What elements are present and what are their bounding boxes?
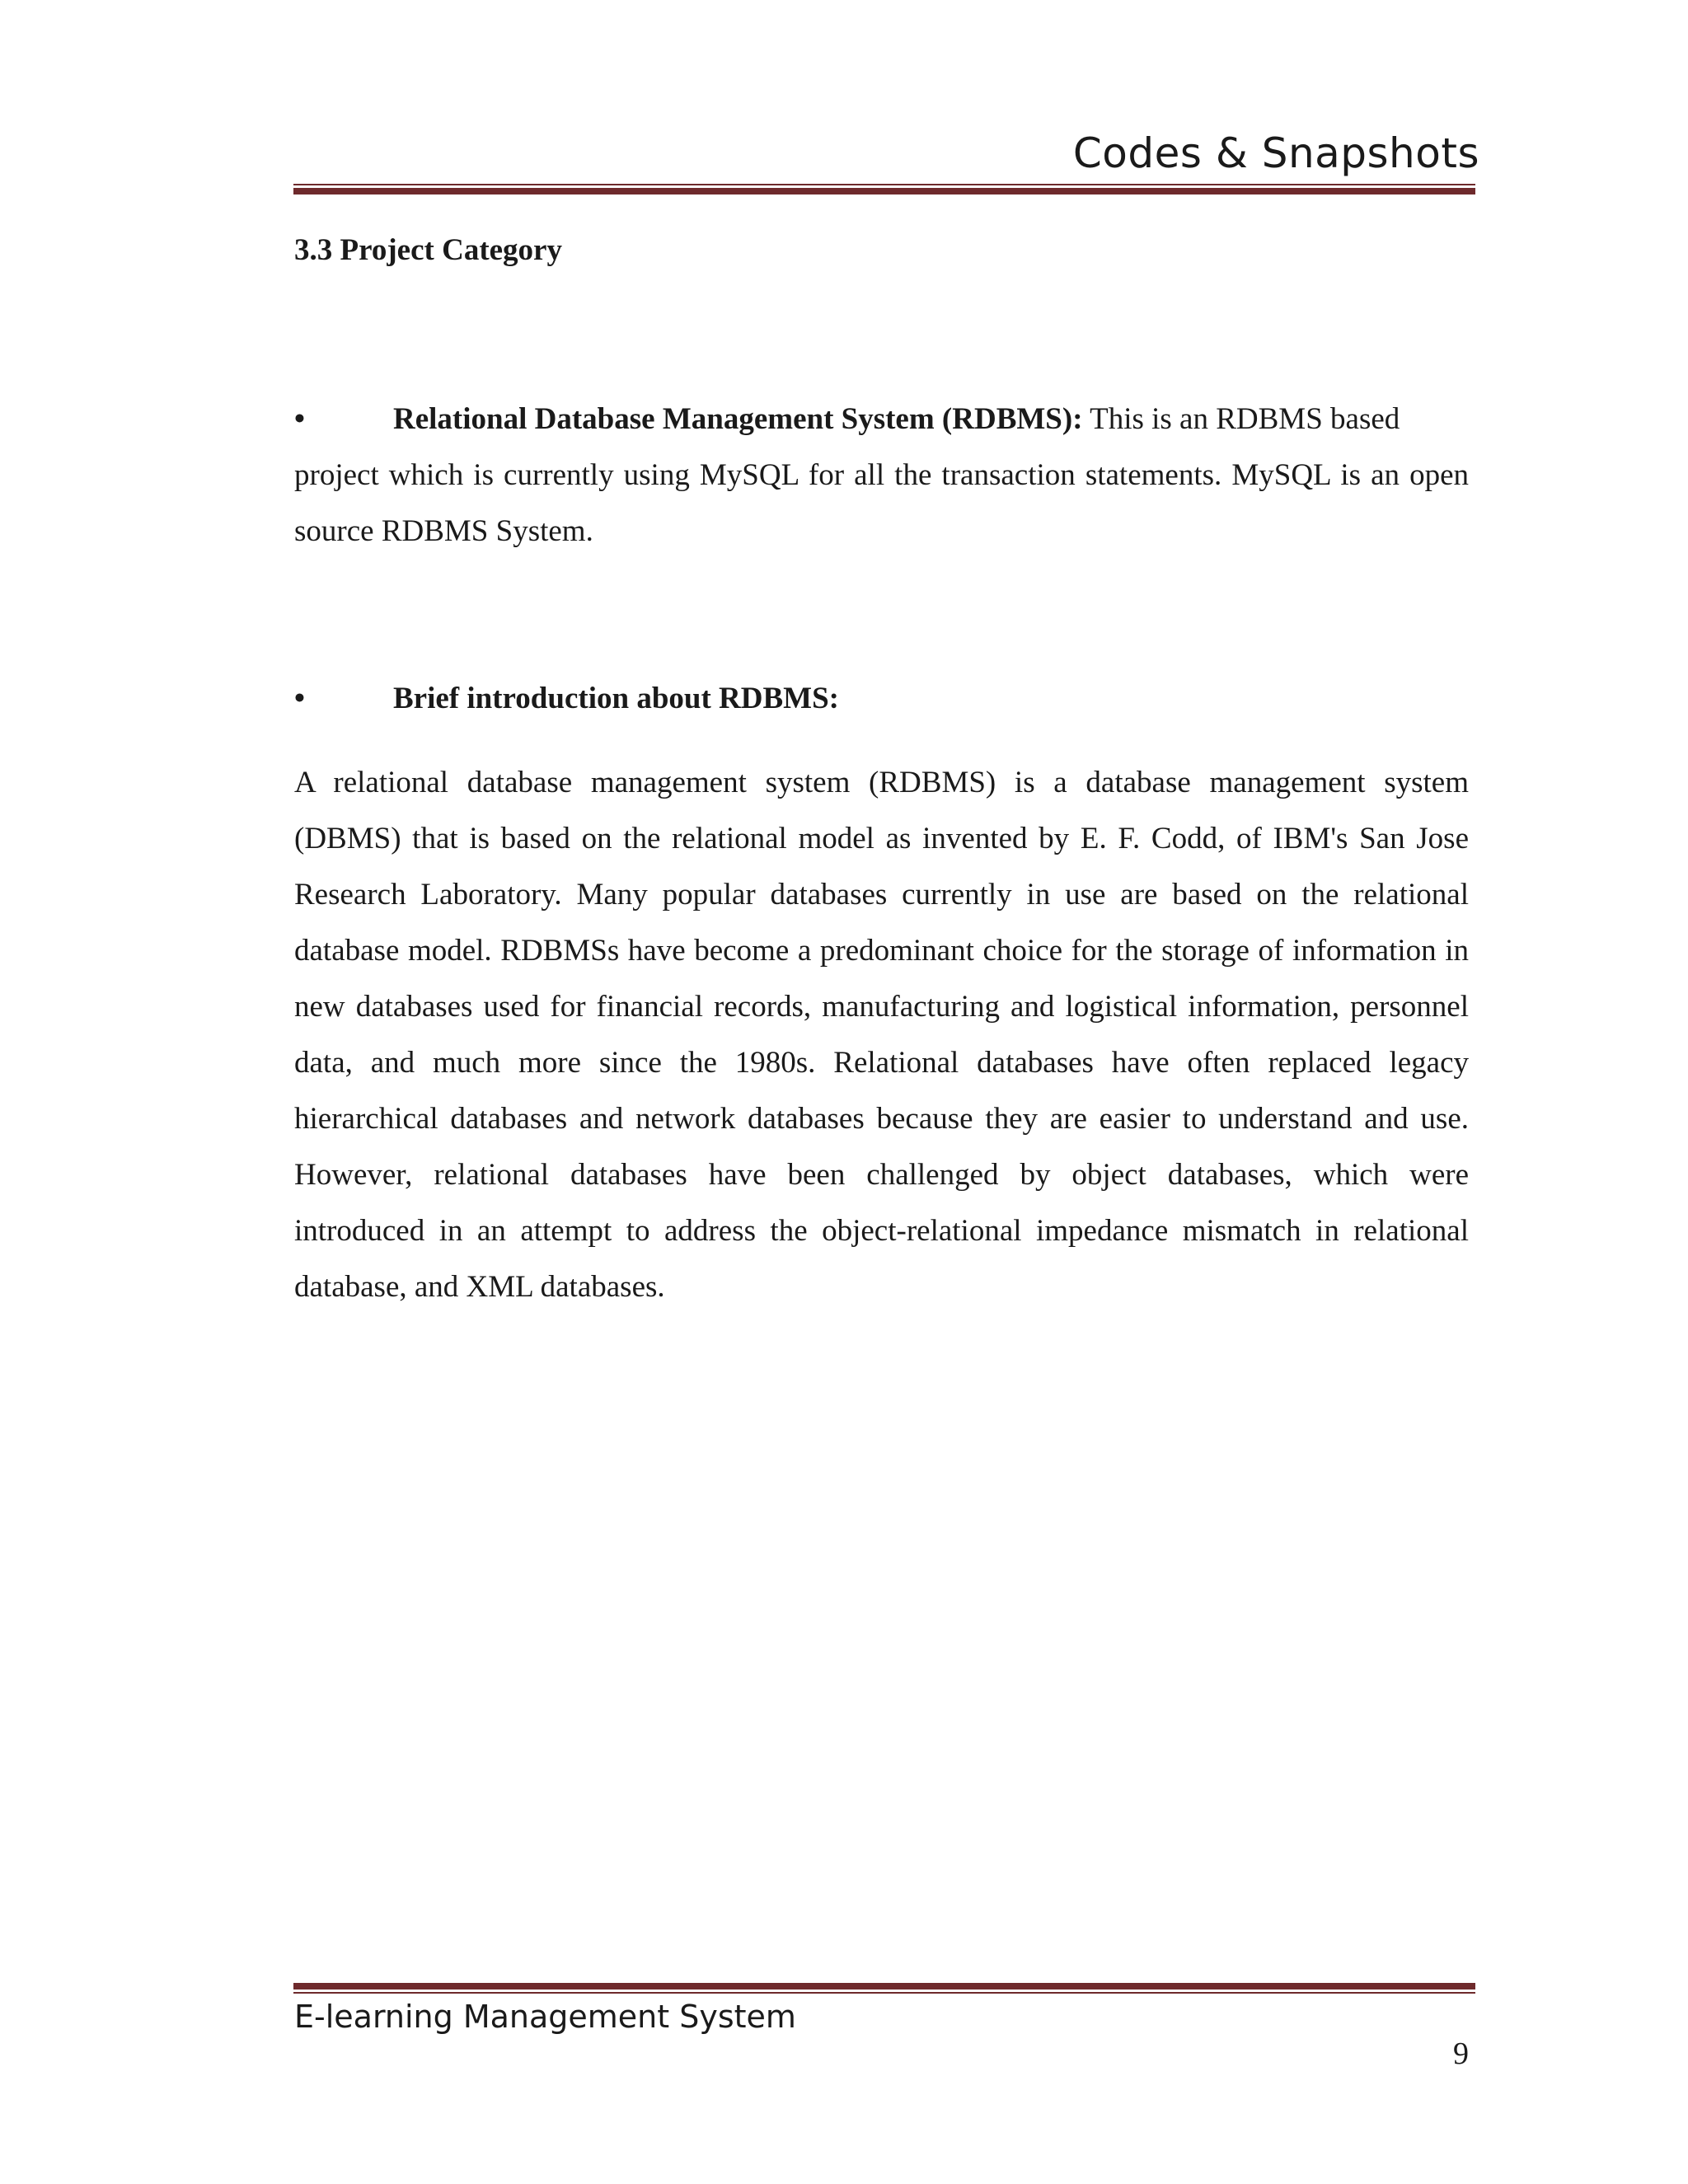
bullet-label: Brief introduction about RDBMS: [393, 682, 839, 715]
header-rule [293, 184, 1475, 194]
body-paragraph: A relational database management system (RDBMS) is a database management system (DBMS) that is based on the relational model as invented by E. F. Codd, of IBM's San Jose Research Laboratory. Many popular databases currently in use are based on the relational database model. RDBMSs have become a predominant choice for the storage of information in new databases used for financial records, manufacturing and logistical information, personnel data, and much more since the 1980s. Relational databases have often replaced legacy hierarchical databases and network databases because they are easier to understand and use. However, relational databases have been challenged by object databases, which were introduced in an attempt to address the object-relational impedance mismatch in relational database, and XML databases. [294, 766, 1469, 1304]
footer-rule-thin [293, 1992, 1475, 1994]
footer-rule-thick [293, 1983, 1475, 1990]
bullet-text-first: This is an RDBMS based [1082, 402, 1400, 436]
bullet-label: Relational Database Management System (RDBMS): [393, 402, 1083, 436]
bullet-first-line [393, 391, 1469, 448]
bullet-item-intro [294, 671, 1469, 727]
section-heading: 3.3 Project Category [294, 233, 562, 267]
header-title: Codes & Snapshots [1072, 129, 1479, 177]
footer-title: E-learning Management System [294, 1999, 796, 2035]
bullet-item-rdbms [294, 391, 1469, 560]
header-rule-thin [293, 184, 1475, 185]
bullet-text-rest: project which is currently using MySQL for all the transaction statements. MySQL is an open source RDBMS System. [294, 458, 1469, 548]
bullet-icon: • [294, 682, 305, 715]
page-number: 9 [1453, 2036, 1469, 2071]
footer-rule [293, 1983, 1475, 1994]
bullet-icon: • [294, 402, 305, 436]
header-rule-thick [293, 188, 1475, 194]
